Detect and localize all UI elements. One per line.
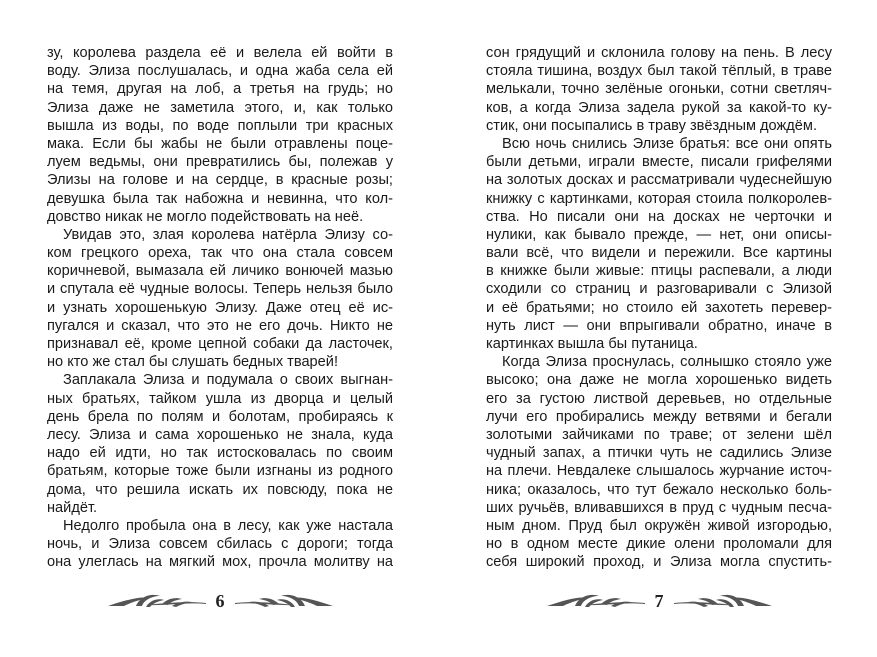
- text-line: сходили со страниц и разговаривали с Элизой: [486, 281, 832, 298]
- text-line: были детьми, играли вместе, писали грифелями: [486, 154, 832, 171]
- text-line: братьям, которые тоже были изгнаны из родного: [47, 463, 393, 480]
- text-line: Элиза даже не заметила этого, и, как только: [47, 99, 393, 116]
- text-line: но в одном месте дикие олени проломали для: [486, 536, 832, 553]
- text-line: на плечи. Невдалеке слышалось журчание источ-: [486, 463, 832, 480]
- text-line: и спутала её чудные волосы. Теперь нельзя было: [47, 281, 393, 298]
- text-line: день брела по полям и болотам, пробираясь к: [47, 408, 393, 425]
- text-line: зу, королева раздела её и велела ей войти в: [47, 45, 393, 61]
- text-line: в книжке были живые: птицы распевали, а люди: [486, 263, 832, 280]
- text-line: пугался и сказал, что это не его дочь. Никто не: [47, 317, 393, 334]
- text-line: стик, они посыпались в траву звёздным дождём.: [486, 117, 817, 134]
- ornament-left-icon: [545, 590, 645, 612]
- text-line: ства. Но писали они на досках не черточки и: [486, 208, 832, 225]
- text-line: мелькали, точно зелёные огоньки, сотни светляч-: [486, 81, 832, 98]
- text-line: мака. Если бы жабы не были отравлены поце-: [47, 135, 393, 152]
- text-line: сон грядущий и склонила голову на пень. В лесу: [486, 45, 832, 61]
- text-line: ночь, и Элиза совсем сбилась с дороги; тогда: [47, 536, 393, 553]
- text-line: луем ведьмы, они превратились бы, полежав у: [47, 154, 393, 171]
- text-line: но кто же стал бы слушать бедных тварей!: [47, 354, 338, 371]
- text-line: дома, что решила искать их повсюду, пока не: [47, 481, 393, 498]
- text-line: Всю ночь снились Элизе братья: все они опять: [502, 135, 832, 152]
- text-line: нулики, как бывало прежде, — нет, они описы-: [486, 226, 832, 243]
- text-line: Увидав это, злая королева натёрла Элизу со-: [63, 226, 393, 243]
- text-line: лучи его пробирались между ветвями и бегали: [486, 408, 832, 425]
- text-line: коричневой, вымазала ей личико вонючей мазью: [47, 263, 393, 280]
- text-line: ших ручьёв, вливавшихся в пруд с чудным песча-: [486, 499, 832, 516]
- text-line: себя широкий проход, и Элиза могла спустить-: [486, 554, 832, 571]
- text-line: девушка была так набожна и невинна, что кол-: [47, 190, 393, 207]
- ornament-right-icon: [235, 590, 335, 612]
- text-line: Заплакала Элиза и подумала о своих выгнан-: [63, 372, 393, 389]
- text-line: высоко; она даже не могла хорошенько видеть: [486, 372, 832, 389]
- left-page-text: [47, 44, 393, 571]
- text-line: Когда Элиза проснулась, солнышко стояло уже: [502, 354, 832, 371]
- text-line: Недолго пробыла она в лесу, как уже настала: [63, 517, 393, 534]
- text-line: ных братьях, тайком ушла из дворца и целый: [47, 390, 393, 407]
- ornament-right-icon: [674, 590, 774, 612]
- page-number: 7: [654, 590, 664, 611]
- text-line: ком грецкого ореха, так что она стала совсем: [47, 245, 393, 262]
- text-line: на темя, другая на лоб, а третья на грудь; но: [47, 81, 393, 98]
- text-line: признавал её, кроме цепной собаки да ласточек,: [47, 336, 393, 352]
- text-line: вали всё, что видели и пережили. Все картины: [486, 245, 832, 262]
- text-line: картинках вышла бы путаница.: [486, 336, 698, 352]
- text-line: вышла из воды, по воде поплыли три красных: [47, 117, 393, 134]
- text-line: ков, а когда Элиза задела рукой за какой-то ку-: [486, 99, 832, 116]
- text-line: она улеглась на мягкий мох, прочла молитву на: [47, 554, 393, 571]
- right-page-text: [486, 44, 832, 571]
- text-line: стояла тишина, воздух был такой тёплый, в траве: [486, 63, 832, 80]
- left-page-footer: [47, 586, 393, 616]
- text-line: и её братьями; но стоило ей захотеть перевер-: [486, 299, 832, 316]
- text-line: чудный запах, а птички чуть не садились Элизе: [486, 445, 832, 462]
- text-line: золотыми зайчиками по траве; от зелени шёл: [486, 426, 832, 443]
- text-line: надо ей идти, но так истосковалась по своим: [47, 445, 393, 462]
- text-line: ным дном. Пруд был окружён живой изгородью,: [486, 517, 832, 534]
- text-line: Элизы на голове и на сердце, в красные розы;: [47, 172, 393, 189]
- text-line: на золотых досках и рассматривали чудеснейшую: [486, 172, 832, 189]
- text-line: довство никак не могло подействовать на неё.: [47, 208, 364, 225]
- right-page-footer: [486, 586, 832, 616]
- text-line: книжку с картинками, которая стоила полкоролев-: [486, 190, 832, 207]
- text-line: лесу. Элиза и сама хорошенько не знала, куда: [47, 426, 393, 443]
- page-number: 6: [215, 590, 225, 611]
- text-line: воду. Элиза послушалась, и одна жаба села ей: [47, 63, 393, 80]
- text-line: ника; оказалось, что тут бежало несколько боль-: [486, 481, 832, 498]
- text-line: нуть лист — они впрыгивали обратно, иначе в: [486, 317, 832, 334]
- ornament-left-icon: [106, 590, 206, 612]
- text-line: найдёт.: [47, 499, 98, 516]
- text-line: и узнать хорошенькую Элизу. Даже отец её ис-: [47, 299, 393, 316]
- text-line: его за густою листвой деревьев, но отдельные: [486, 390, 832, 407]
